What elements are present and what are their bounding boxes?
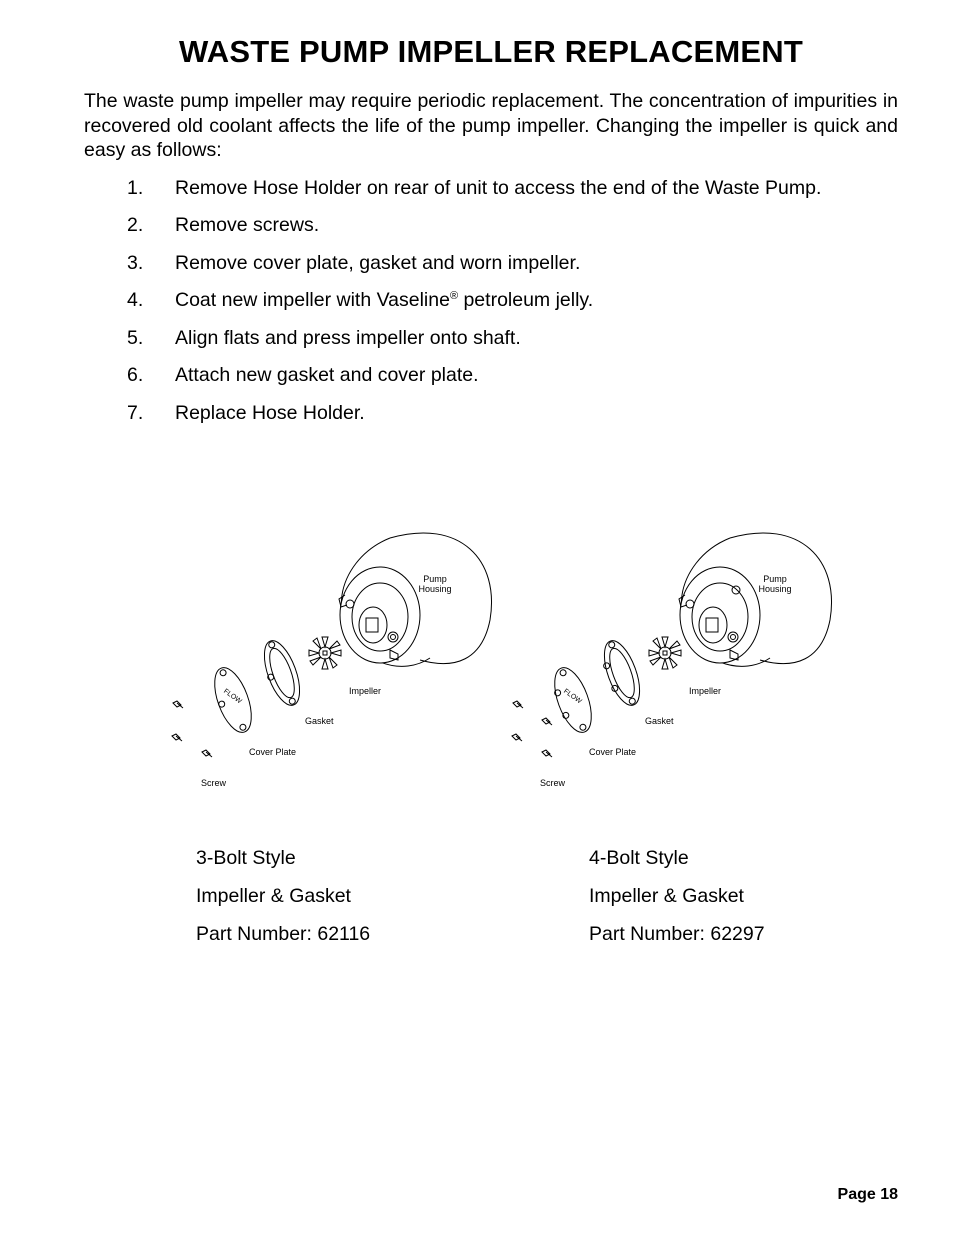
intro-paragraph: The waste pump impeller may require periodic replacement. The concentration of impurities in recovered old coolant affects the life of the pump impeller. Changing the impeller is quick and easy as follows: [84,90,898,161]
pump-exploded-drawing [500,520,850,800]
label-cover-plate: Cover Plate [249,747,297,757]
page-number: Page 18 [837,1186,898,1203]
step-item [0,213,954,237]
label-pump-housing [405,574,465,594]
registered-mark: ® [449,290,459,302]
step-text: Align flats and press impeller onto shaft. [175,327,521,349]
part-info-4-bolt [589,846,765,960]
step-item [0,326,954,350]
step-text: Replace Hose Holder. [175,402,365,424]
label-flow: FLOW [222,687,243,706]
part-style: 3-Bolt Style [196,847,296,869]
label-housing-line: Housing [758,584,792,594]
part-number: Part Number: 62297 [589,923,765,945]
page-title: WASTE PUMP IMPELLER REPLACEMENT [179,34,803,69]
label-flow: FLOW [562,687,583,706]
pump-exploded-drawing [160,520,510,800]
label-impeller: Impeller [349,686,382,696]
step-item [0,176,954,200]
part-info-3-bolt [196,846,370,960]
step-text: Remove cover plate, gasket and worn impeller. [175,252,581,274]
diagram-4-bolt [500,520,850,800]
label-gasket: Gasket [305,716,334,726]
label-pump-line: Pump [763,574,787,584]
step-text-main: Coat new impeller with Vaseline [175,289,450,311]
label-gasket: Gasket [645,716,674,726]
label-pump-line: Pump [423,574,447,584]
step-item [0,401,954,425]
label-pump-housing [745,574,805,594]
exploded-diagrams [0,520,954,800]
diagram-3-bolt [160,520,510,800]
step-number: 4. [127,289,144,311]
step-text-tail: petroleum jelly. [458,289,594,311]
step-number: 6. [127,364,144,386]
part-kit: Impeller & Gasket [589,885,744,907]
step-text: Remove screws. [175,214,320,236]
label-screw: Screw [201,778,227,788]
label-housing-line: Housing [418,584,452,594]
step-text [175,288,593,312]
label-screw: Screw [540,778,566,788]
label-impeller: Impeller [689,686,722,696]
label-cover-plate: Cover Plate [589,747,637,757]
step-text: Remove Hose Holder on rear of unit to access the end of the Waste Pump. [175,177,822,199]
step-item [0,363,954,387]
part-style: 4-Bolt Style [589,847,689,869]
step-item [0,288,954,312]
part-number: Part Number: 62116 [196,923,371,945]
step-number: 3. [127,252,144,274]
step-item [0,251,954,275]
step-text: Attach new gasket and cover plate. [175,364,479,386]
step-number: 7. [127,402,144,424]
part-kit: Impeller & Gasket [196,885,351,907]
step-number: 1. [127,177,144,199]
step-number: 2. [127,214,144,236]
step-number: 5. [127,327,144,349]
